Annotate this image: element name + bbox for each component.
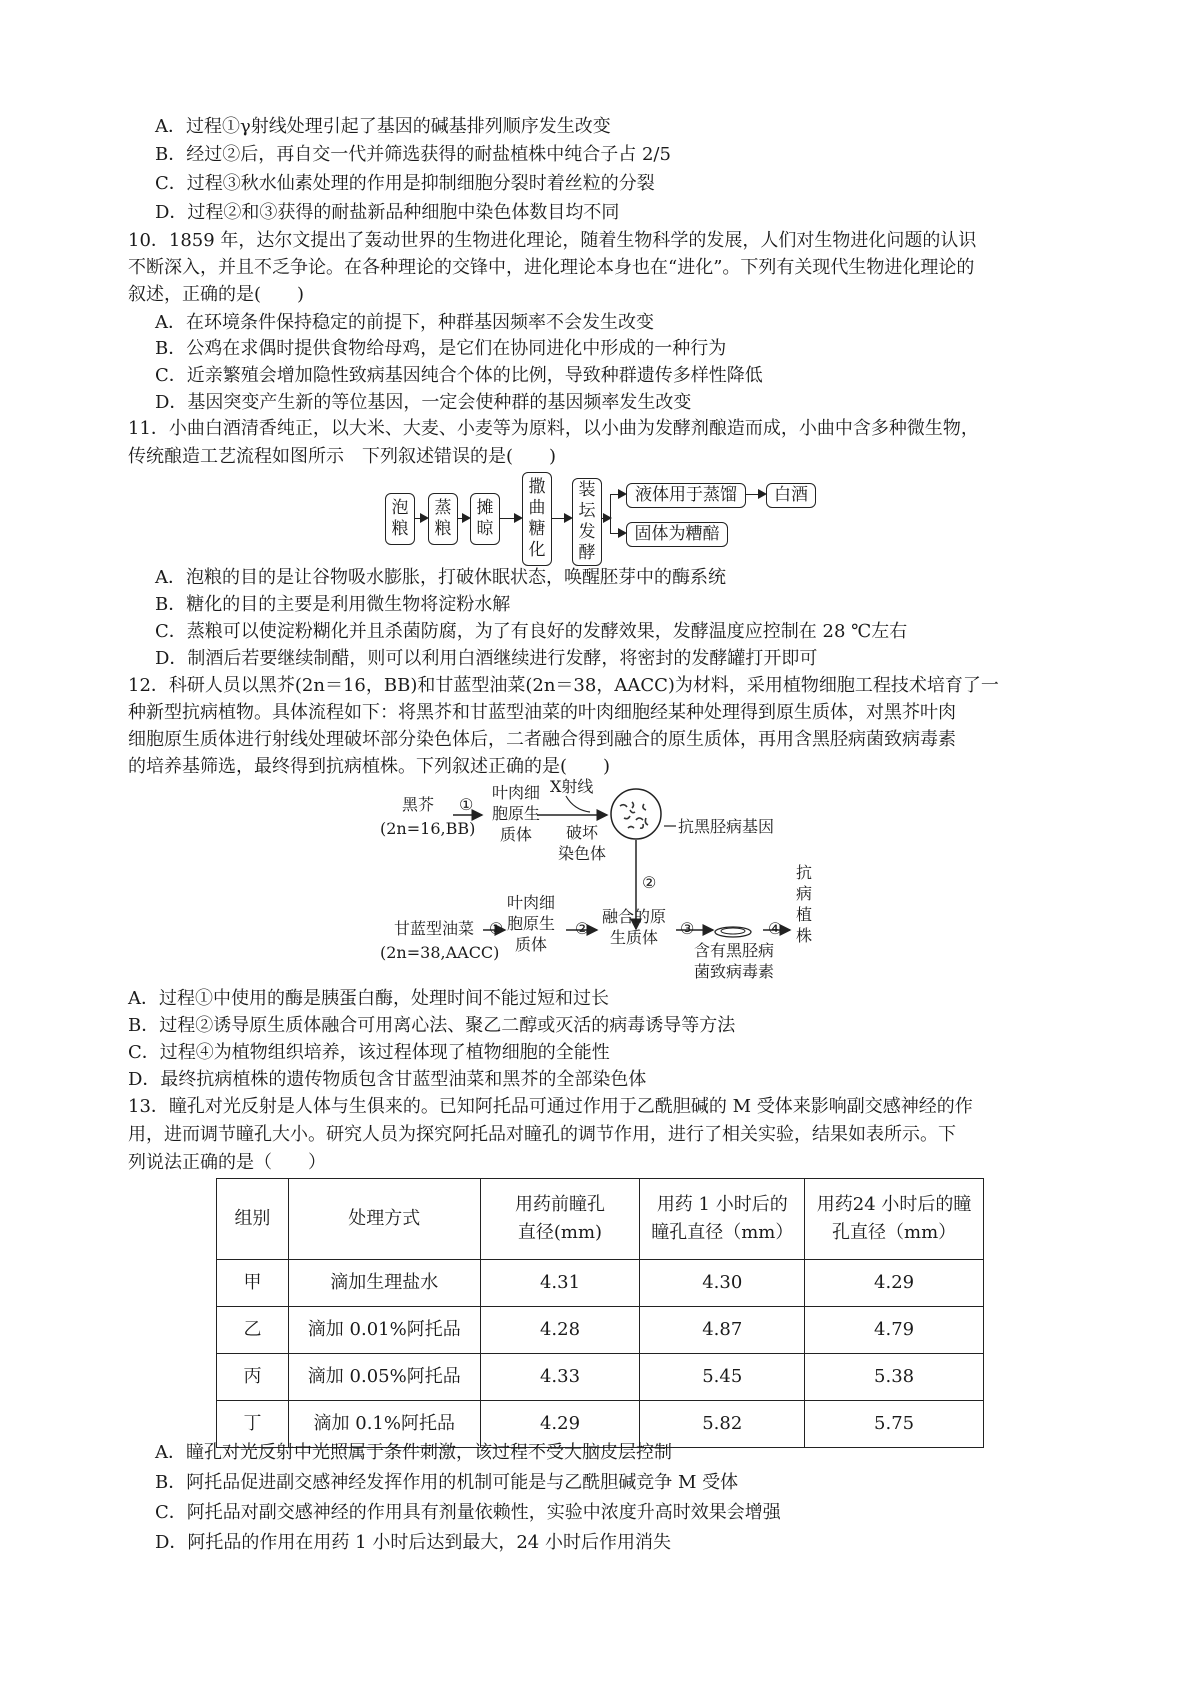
cell-after-24h: 4.79 — [805, 1307, 984, 1354]
header-after-1h: 用药 1 小时后的 瞳孔直径（mm） — [640, 1179, 805, 1260]
flow-step-steam: 蒸 粮 — [428, 493, 458, 545]
q10-option-c: C．近亲繁殖会增加隐性致病基因纯合个体的比例，导致种群遗传多样性降低 — [155, 365, 763, 386]
pupil-results-table — [216, 1178, 984, 1448]
resistant-plant-label: 抗 病 植 株 — [796, 863, 813, 945]
q13-option-c: C．阿托品对副交感神经的作用具有剂量依赖性，实验中浓度升高时效果会增强 — [155, 1502, 781, 1523]
step-3: ③ — [680, 919, 695, 938]
header-group: 组别 — [217, 1179, 289, 1260]
cell-before: 4.29 — [480, 1401, 640, 1448]
q11-option-a: A．泡粮的目的是让谷物吸水膨胀，打破休眠状态，唤醒胚芽中的酶系统 — [155, 567, 726, 588]
q10-option-b: B．公鸡在求偶时提供食物给母鸡，是它们在协同进化中形成的一种行为 — [155, 338, 727, 359]
q11-option-c: C．蒸粮可以使淀粉糊化并且杀菌防腐，为了有良好的发酵效果，发酵温度应控制在 28 ℃左右 — [155, 621, 908, 642]
flow-arrow-2 — [457, 518, 469, 519]
flow-arrow-3 — [499, 518, 521, 519]
q10-option-d: D．基因突变产生新的等位基因，一定会使种群的基因频率发生改变 — [155, 392, 692, 413]
q12-stem-line3: 细胞原生质体进行射线处理破坏部分染色体后，二者融合得到融合的原生质体，再用含黑胫病菌致病毒素 — [128, 729, 956, 750]
step-1-top: ① — [459, 795, 474, 814]
flow-product-liquor: 白酒 — [766, 483, 816, 508]
table-row — [217, 1307, 984, 1354]
table-row — [217, 1354, 984, 1401]
cell-treatment: 滴加 0.1%阿托品 — [288, 1401, 480, 1448]
q12-stem-line4: 的培养基筛选，最终得到抗病植株。下列叙述正确的是( ) — [128, 756, 611, 777]
q13-option-b: B．阿托品促进副交感神经发挥作用的机制可能是与乙酰胆碱竞争 M 受体 — [155, 1472, 739, 1493]
q13-option-d: D．阿托品的作用在用药 1 小时后达到最大，24 小时后作用消失 — [155, 1532, 671, 1553]
step-2-vertical: ② — [642, 873, 657, 892]
resist-gene-label: 抗黑胫病基因 — [678, 817, 775, 836]
q10-stem-line2: 不断深入，并且不乏争论。在各种理论的交锋中，进化理论本身也在“进化”。下列有关现代生物进化理论的 — [128, 257, 975, 278]
ganlan-ploidy: (2n=38,AACC) — [380, 943, 500, 962]
q13-option-a: A．瞳孔对光反射中光照属于条件刺激，该过程不受大脑皮层控制 — [155, 1442, 672, 1463]
q10-option-a: A．在环境条件保持稳定的前提下，种群基因频率不会发生改变 — [155, 312, 654, 333]
cell-before: 4.28 — [480, 1307, 640, 1354]
flow-branch-stub — [601, 518, 610, 519]
flow-step-ferment: 装 坛 发 酵 — [572, 478, 602, 566]
flow-step-soak: 泡 粮 — [385, 493, 415, 545]
proto-bottom: 叶肉细 胞原生 质体 — [507, 893, 556, 954]
q12-option-a: A．过程①中使用的酶是胰蛋白酶，处理时间不能过短和过长 — [128, 988, 609, 1009]
q12-option-d: D．最终抗病植株的遗传物质包含甘蓝型油菜和黑芥的全部染色体 — [128, 1069, 647, 1090]
flow-liquid-distill: 液体用于蒸馏 — [626, 483, 746, 508]
cell-treatment: 滴加生理盐水 — [288, 1260, 480, 1307]
fusion-diagram-lines — [0, 780, 1200, 980]
cell-after-1h: 4.87 — [640, 1307, 805, 1354]
header-after-24h: 用药24 小时后的瞳 孔直径（mm） — [805, 1179, 984, 1260]
q11-option-d: D．制酒后若要继续制醋，则可以利用白酒继续进行发酵，将密封的发酵罐打开即可 — [155, 648, 818, 669]
step-2-bottom: ② — [575, 919, 590, 938]
flow-step-saccharify: 撒 曲 糖 化 — [522, 472, 552, 566]
q9-option-a: A．过程①γ射线处理引起了基因的碱基排列顺序发生改变 — [155, 116, 611, 137]
q9-option-c: C．过程③秋水仙素处理的作用是抑制细胞分裂时着丝粒的分裂 — [155, 173, 655, 194]
flow-arrow-liquid — [611, 494, 625, 495]
header-before: 用药前瞳孔 直径(mm) — [480, 1179, 640, 1260]
flow-arrow-product — [745, 494, 765, 495]
q11-stem-line1: 11．小曲白酒清香纯正，以大米、大麦、小麦等为原料，以小曲为发酵剂酿造而成，小曲中含多种微生物， — [128, 418, 979, 439]
step-4: ④ — [768, 919, 783, 938]
xray-label: X射线 — [550, 777, 594, 796]
cell-treatment: 滴加 0.01%阿托品 — [288, 1307, 480, 1354]
cell-icon — [611, 789, 661, 839]
cell-before: 4.31 — [480, 1260, 640, 1307]
q11-stem-line2: 传统酿造工艺流程如图所示 下列叙述错误的是( ) — [128, 446, 557, 467]
cell-group: 乙 — [217, 1307, 289, 1354]
cell-after-1h: 4.30 — [640, 1260, 805, 1307]
q9-option-b: B．经过②后，再自交一代并筛选获得的耐盐植株中纯合子占 2/5 — [155, 144, 671, 165]
q12-option-c: C．过程④为植物组织培养，该过程体现了植物细胞的全能性 — [128, 1042, 610, 1063]
q12-stem-line1: 12．科研人员以黑芥(2n＝16，BB)和甘蓝型油菜(2n＝38，AACC)为材料，采用植物细胞工程技术培育了一 — [128, 675, 999, 696]
cell-before: 4.33 — [480, 1354, 640, 1401]
cell-after-24h: 4.29 — [805, 1260, 984, 1307]
q13-stem-line1: 13．瞳孔对光反射是人体与生俱来的。已知阿托品可通过作用于乙酰胆碱的 M 受体来影响副交感神经的作 — [128, 1096, 973, 1117]
flow-arrow-solid — [611, 533, 625, 534]
q12-stem-line2: 种新型抗病植物。具体流程如下：将黑芥和甘蓝型油菜的叶肉细胞经某种处理得到原生质体，对黑芥叶肉 — [128, 702, 956, 723]
table-header-row — [217, 1179, 984, 1260]
step-1-bottom: ① — [489, 919, 504, 938]
proto-top: 叶肉细 胞原生 质体 — [492, 783, 541, 844]
destroy-chromosome-label: 破坏 染色体 — [558, 823, 607, 863]
q13-stem-line3: 列说法正确的是（ ） — [128, 1152, 326, 1173]
flow-step-spread-cool: 摊 晾 — [470, 493, 500, 545]
cell-after-24h: 5.75 — [805, 1401, 984, 1448]
q12-option-b: B．过程②诱导原生质体融合可用离心法、聚乙二醇或灭活的病毒诱导等方法 — [128, 1015, 736, 1036]
cell-group: 丙 — [217, 1354, 289, 1401]
cell-group: 丁 — [217, 1401, 289, 1448]
cell-treatment: 滴加 0.05%阿托品 — [288, 1354, 480, 1401]
header-treatment: 处理方式 — [288, 1179, 480, 1260]
flow-solid-residue: 固体为糟醅 — [626, 522, 728, 547]
flow-arrow-4 — [551, 518, 571, 519]
heijie-label: 黑芥 — [402, 795, 435, 814]
fused-protoplast-label: 融合的原 生质体 — [602, 907, 667, 947]
cell-after-1h: 5.45 — [640, 1354, 805, 1401]
flow-arrow-1 — [414, 518, 427, 519]
table-row — [217, 1260, 984, 1307]
cell-group: 甲 — [217, 1260, 289, 1307]
q11-option-b: B．糖化的目的主要是利用微生物将淀粉水解 — [155, 594, 511, 615]
heijie-ploidy: (2n=16,BB) — [380, 819, 476, 838]
cell-after-1h: 5.82 — [640, 1401, 805, 1448]
q10-stem-line3: 叙述，正确的是( ) — [128, 284, 305, 305]
ganlan-label: 甘蓝型油菜 — [394, 919, 475, 938]
q9-option-d: D．过程②和③获得的耐盐新品种细胞中染色体数目均不同 — [155, 202, 620, 223]
cell-after-24h: 5.38 — [805, 1354, 984, 1401]
q13-stem-line2: 用，进而调节瞳孔大小。研究人员为探究阿托品对瞳孔的调节作用，进行了相关实验，结果如表所示。下 — [128, 1124, 956, 1145]
q10-stem-line1: 10．1859 年，达尔文提出了轰动世界的生物进化理论，随着生物科学的发展，人们对生物进化问题的认识 — [128, 230, 977, 251]
toxin-medium-label: 含有黑胫病 菌致病毒素 — [694, 941, 775, 981]
